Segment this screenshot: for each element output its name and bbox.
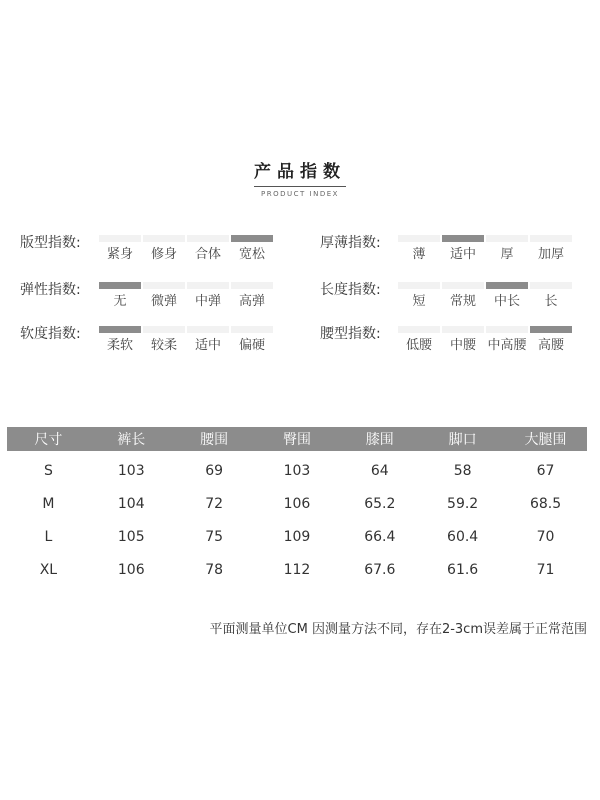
cell-waist: 75 xyxy=(205,528,224,545)
fit-option-label: 合体 xyxy=(194,247,221,262)
selected-indicator-bar xyxy=(99,326,141,333)
cell-knee: 67.6 xyxy=(364,561,396,578)
fit-option-label: 修身 xyxy=(150,247,177,262)
size-table-header-row xyxy=(7,427,587,451)
cell-hip: 112 xyxy=(283,561,311,578)
waist-option-label: 中高腰 xyxy=(487,338,527,353)
fit-option xyxy=(187,235,229,263)
elasticity-option-label: 微弹 xyxy=(150,294,177,309)
indicator-bar xyxy=(143,282,185,289)
cell-size: M xyxy=(42,495,55,512)
indicator-bar xyxy=(530,282,572,289)
elasticity-index-label: 弹性指数: xyxy=(20,282,81,298)
indicator-bar xyxy=(398,235,440,242)
page-subtitle: PRODUCT INDEX xyxy=(261,190,339,198)
thickness-option xyxy=(398,235,440,263)
cell-knee: 65.2 xyxy=(364,495,396,512)
thickness-option-label: 适中 xyxy=(449,247,476,262)
table-row xyxy=(7,520,587,553)
product-index-header xyxy=(0,160,600,198)
softness-option xyxy=(143,326,185,354)
fit-option xyxy=(231,235,273,263)
indicator-bar xyxy=(231,282,273,289)
cell-waist: 69 xyxy=(205,462,224,479)
cell-size: XL xyxy=(39,561,58,578)
thickness-option xyxy=(486,235,528,263)
waist-option xyxy=(486,326,528,354)
header-thigh: 大腿围 xyxy=(504,427,587,451)
length-option-label: 短 xyxy=(412,294,426,309)
cell-pants-length: 104 xyxy=(117,495,145,512)
waist-option xyxy=(442,326,484,354)
header-hip: 臀围 xyxy=(256,427,339,451)
elasticity-option-label: 高弹 xyxy=(238,294,265,309)
softness-index-label: 软度指数: xyxy=(20,326,81,342)
waist-option xyxy=(398,326,440,354)
header-size: 尺寸 xyxy=(7,427,90,451)
elasticity-option xyxy=(187,282,229,310)
indicator-bar xyxy=(187,282,229,289)
cell-leg-opening: 61.6 xyxy=(447,561,479,578)
indicator-bar xyxy=(187,326,229,333)
indicator-bar xyxy=(398,326,440,333)
elasticity-option-label: 中弹 xyxy=(194,294,221,309)
softness-option xyxy=(99,326,141,354)
length-option xyxy=(486,282,528,310)
softness-option xyxy=(231,326,273,354)
elasticity-option xyxy=(231,282,273,310)
selected-indicator-bar xyxy=(442,235,484,242)
cell-hip: 103 xyxy=(283,462,311,479)
thickness-option-label: 薄 xyxy=(412,247,426,262)
header-pants-length: 裤长 xyxy=(90,427,173,451)
indicator-bar xyxy=(530,235,572,242)
waist-option-label: 高腰 xyxy=(537,338,564,353)
waist-option-label: 中腰 xyxy=(449,338,476,353)
indicator-bar xyxy=(187,235,229,242)
cell-size: L xyxy=(44,528,53,545)
selected-indicator-bar xyxy=(99,282,141,289)
title-divider xyxy=(254,186,346,187)
elasticity-option xyxy=(143,282,185,310)
cell-leg-opening: 60.4 xyxy=(447,528,479,545)
table-row xyxy=(7,451,587,487)
waist-option xyxy=(530,326,572,354)
cell-pants-length: 106 xyxy=(117,561,145,578)
table-row xyxy=(7,553,587,586)
cell-leg-opening: 59.2 xyxy=(447,495,479,512)
softness-option-label: 较柔 xyxy=(150,338,177,353)
length-option-label: 长 xyxy=(544,294,558,309)
cell-pants-length: 103 xyxy=(117,462,145,479)
measurement-note: 平面测量单位CM 因测量方法不同，存在2-3cm误差属于正常范围 xyxy=(209,622,587,637)
indicator-bar xyxy=(398,282,440,289)
indicator-bar xyxy=(143,235,185,242)
header-leg-opening: 脚口 xyxy=(421,427,504,451)
length-option xyxy=(398,282,440,310)
cell-knee: 66.4 xyxy=(364,528,396,545)
thickness-option xyxy=(442,235,484,263)
fit-option xyxy=(143,235,185,263)
size-table xyxy=(7,427,587,586)
thickness-option xyxy=(530,235,572,263)
fit-index-label: 版型指数: xyxy=(20,235,81,251)
cell-hip: 106 xyxy=(283,495,311,512)
length-index-label: 长度指数: xyxy=(320,282,381,298)
indicator-bar xyxy=(99,235,141,242)
selected-indicator-bar xyxy=(231,235,273,242)
elasticity-option-label: 无 xyxy=(113,294,127,309)
thickness-index-label: 厚薄指数: xyxy=(320,235,381,251)
cell-hip: 109 xyxy=(283,528,311,545)
softness-option xyxy=(187,326,229,354)
cell-thigh: 70 xyxy=(536,528,555,545)
indicator-bar xyxy=(231,326,273,333)
indicator-bar xyxy=(486,235,528,242)
cell-knee: 64 xyxy=(370,462,389,479)
cell-waist: 78 xyxy=(205,561,224,578)
fit-option-label: 紧身 xyxy=(106,247,133,262)
cell-size: S xyxy=(43,462,53,479)
cell-thigh: 67 xyxy=(536,462,555,479)
length-option-label: 中长 xyxy=(493,294,520,309)
indicator-bar xyxy=(442,282,484,289)
indicator-bar xyxy=(486,326,528,333)
thickness-option-label: 厚 xyxy=(500,247,514,262)
fit-option-label: 宽松 xyxy=(238,247,265,262)
waist-index-label: 腰型指数: xyxy=(320,326,381,342)
indicator-bar xyxy=(143,326,185,333)
cell-leg-opening: 58 xyxy=(453,462,472,479)
cell-waist: 72 xyxy=(205,495,224,512)
header-waist: 腰围 xyxy=(173,427,256,451)
cell-thigh: 68.5 xyxy=(529,495,562,512)
softness-option-label: 适中 xyxy=(194,338,221,353)
indicator-bar xyxy=(442,326,484,333)
cell-pants-length: 105 xyxy=(117,528,145,545)
softness-option-label: 偏硬 xyxy=(238,338,265,353)
thickness-option-label: 加厚 xyxy=(537,247,564,262)
selected-indicator-bar xyxy=(530,326,572,333)
softness-option-label: 柔软 xyxy=(106,338,133,353)
length-option-label: 常规 xyxy=(449,294,476,309)
page-title: 产品指数 xyxy=(254,162,346,182)
length-option xyxy=(442,282,484,310)
length-option xyxy=(530,282,572,310)
table-row xyxy=(7,487,587,520)
elasticity-option xyxy=(99,282,141,310)
waist-option-label: 低腰 xyxy=(405,338,432,353)
fit-option xyxy=(99,235,141,263)
cell-thigh: 71 xyxy=(536,561,555,578)
header-knee: 膝围 xyxy=(338,427,421,451)
selected-indicator-bar xyxy=(486,282,528,289)
